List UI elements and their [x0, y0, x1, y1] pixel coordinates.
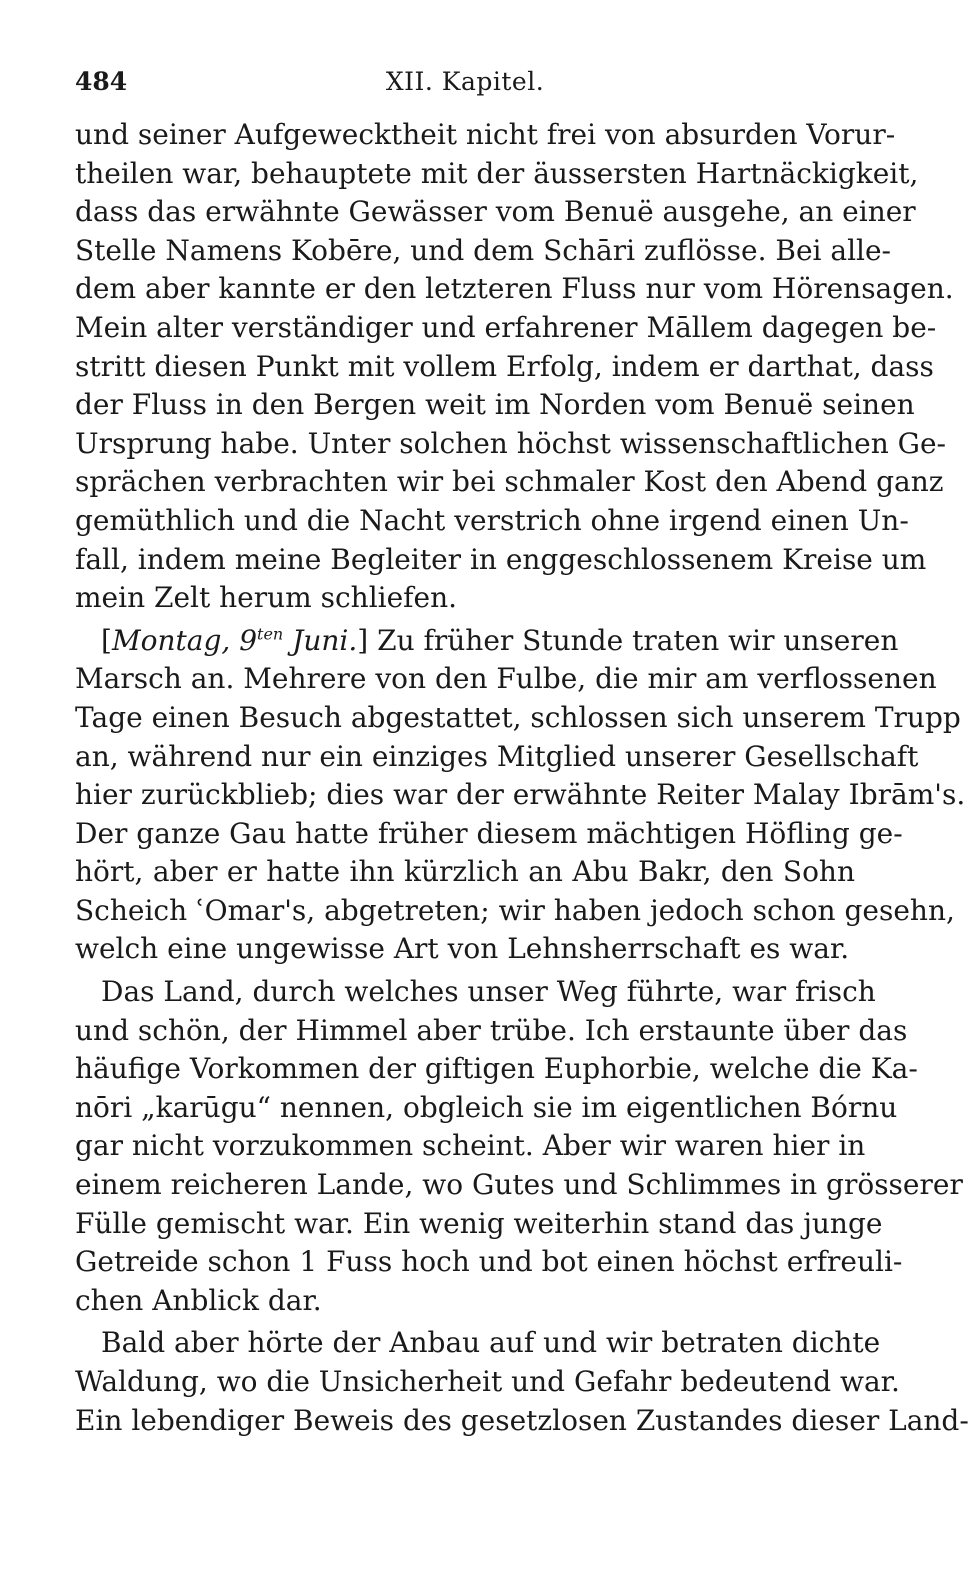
text-line: Tage einen Besuch abgestattet, schlossen sich unserem Trupp	[75, 700, 961, 734]
text-line: Mein alter verständiger und erfahrener Māllem dagegen be-	[75, 310, 937, 344]
date-month: Juni.	[292, 623, 358, 657]
text-line: fall, indem meine Begleiter in enggeschlossenem Kreise um	[75, 542, 927, 576]
text-line: Der ganze Gau hatte früher diesem mächtigen Höfling ge-	[75, 816, 903, 850]
text-line: und schön, der Himmel aber trübe. Ich erstaunte über das	[75, 1013, 908, 1047]
text-line: gar nicht vorzukommen scheint. Aber wir waren hier in	[75, 1129, 866, 1163]
text-line: häufige Vorkommen der giftigen Euphorbie, welche die Ka-	[75, 1052, 918, 1086]
date-entry-line	[75, 622, 899, 661]
text-line: dass das erwähnte Gewässer vom Benuë ausgehe, an einer	[75, 195, 916, 229]
text-line: hört, aber er hatte ihn kürzlich an Abu Bakr, den Sohn	[75, 855, 855, 889]
text-line: hier zurückblieb; dies war der erwähnte Reiter Malay Ibrām's.	[75, 778, 966, 812]
text-line-rest: Zu früher Stunde traten wir unseren	[377, 623, 899, 657]
chapter-title: XII. Kapitel.	[385, 67, 545, 96]
text-line: welch eine ungewisse Art von Lehnsherrschaft es war.	[75, 932, 850, 966]
text-line: nōri „karūgu“ nennen, obgleich sie im eigentlichen Bórnu	[75, 1090, 898, 1124]
text-line: und seiner Aufgewecktheit nicht frei von absurden Vorur-	[75, 118, 896, 151]
text-line: theilen war, behauptete mit der äussersten Hartnäckigkeit,	[75, 156, 919, 190]
date-day: Montag,	[111, 623, 231, 657]
body-text	[75, 116, 969, 1440]
page-number: 484	[75, 67, 128, 96]
text-line: mein Zelt herum schliefen.	[75, 581, 458, 615]
text-line: Fülle gemischt war. Ein wenig weiterhin stand das junge	[75, 1206, 883, 1240]
text-line: Waldung, wo die Unsicherheit und Gefahr bedeutend war.	[75, 1365, 900, 1398]
date-open-bracket: [	[101, 623, 112, 657]
text-line: Scheich ʿOmar's, abgetreten; wir haben jedoch schon gesehn,	[75, 893, 955, 927]
text-line: stritt diesen Punkt mit vollem Erfolg, indem er darthat, dass	[75, 349, 934, 383]
running-head	[75, 62, 855, 102]
paragraph-1	[75, 116, 954, 618]
paragraph-2	[75, 622, 966, 969]
text-line: Stelle Namens Kobēre, und dem Schāri zuflösse. Bei alle-	[75, 233, 892, 267]
text-line: an, während nur ein einziges Mitglied unserer Gesellschaft	[75, 739, 919, 773]
text-line: der Fluss in den Bergen weit im Norden vom Benuë seinen	[75, 388, 915, 422]
paragraph-3	[75, 973, 963, 1320]
text-line: Das Land, durch welches unser Weg führte, war frisch	[101, 975, 876, 1009]
text-line: sprächen verbrachten wir bei schmaler Kost den Abend ganz	[75, 465, 944, 499]
text-line: einem reicheren Lande, wo Gutes und Schlimmes in grösserer	[75, 1168, 963, 1202]
text-line: Marsch an. Mehrere von den Fulbe, die mir am verflossenen	[75, 662, 937, 696]
text-line: gemüthlich und die Nacht verstrich ohne irgend einen Un-	[75, 503, 909, 537]
text-line: chen Anblick dar.	[75, 1283, 322, 1317]
text-line: Getreide schon 1 Fuss hoch und bot einen höchst erfreuli-	[75, 1245, 903, 1279]
text-line: Ursprung habe. Unter solchen höchst wissenschaftlichen Ge-	[75, 426, 947, 460]
text-line: Bald aber hörte der Anbau auf und wir betraten dichte	[101, 1326, 881, 1360]
date-number: 9	[239, 623, 258, 657]
paragraph-4	[75, 1324, 969, 1440]
text-line: dem aber kannte er den letzteren Fluss nur vom Hörensagen.	[75, 272, 954, 306]
date-close-bracket: ]	[357, 623, 369, 657]
date-ordinal: ten	[257, 624, 284, 644]
text-line: Ein lebendiger Beweis des gesetzlosen Zustandes dieser Land-	[75, 1403, 969, 1437]
